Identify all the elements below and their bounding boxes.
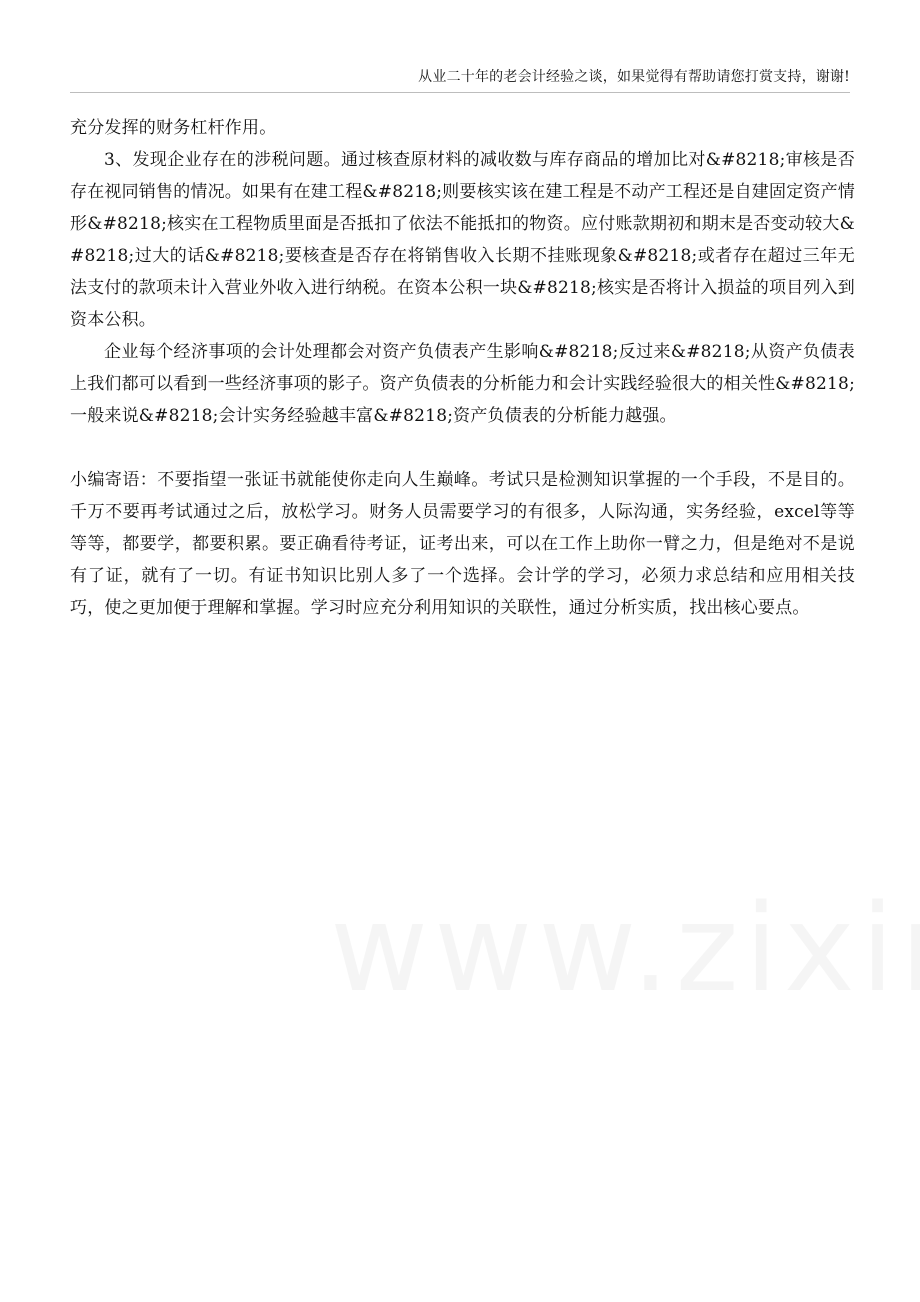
watermark-text	[330, 880, 920, 1019]
paragraph-balance-sheet: 企业每个经济事项的会计处理都会对资产负债表产生影响&#8218;反过来&#8218;从资产负债表上我们都可以看到一些经济事项的影子。资产负债表的分析能力和会计实践经验很大的相关性&#8218;一般来说&#8218;会计实务经验越丰富&#8218;资产负债表的分析能力越强。	[70, 342, 855, 426]
paragraph-tax-issues: 3、发现企业存在的涉税问题。通过核查原材料的减收数与库存商品的增加比对&#8218;审核是否存在视同销售的情况。如果有在建工程&#8218;则要核实该在建工程是不动产工程还是自建固定资产情形&#8218;核实在工程物质里面是否抵扣了依法不能抵扣的物资。应付账款期初和期末是否变动较大&#8218;过大的话&#8218;要核查是否存在将销售收入长期不挂账现象&#8218;或者存在超过三年无法支付的款项未计入营业外收入进行纳税。在资本公积一块&#8218;核实是否将计入损益的项目列入到资本公积。	[70, 150, 855, 330]
editor-note: 小编寄语：不要指望一张证书就能使你走向人生巅峰。考试只是检测知识掌握的一个手段，不是目的。千万不要再考试通过之后，放松学习。财务人员需要学习的有很多，人际沟通，实务经验，excel等等等等，都要学，都要积累。要正确看待考证，证考出来，可以在工作上助你一臂之力，但是绝对不是说有了证，就有了一切。有证书知识比别人多了一个选择。会计学的学习，必须力求总结和应用相关技巧，使之更加便于理解和掌握。学习时应充分利用知识的关联性，通过分析实质，找出核心要点。	[70, 470, 855, 618]
paragraph-continuation: 充分发挥的财务杠杆作用。	[70, 118, 277, 138]
header-divider	[70, 92, 850, 93]
paragraph-spacer	[70, 432, 855, 464]
article-body	[70, 112, 855, 624]
header-note: 从业二十年的老会计经验之谈，如果觉得有帮助请您打赏支持，谢谢!	[418, 69, 850, 85]
